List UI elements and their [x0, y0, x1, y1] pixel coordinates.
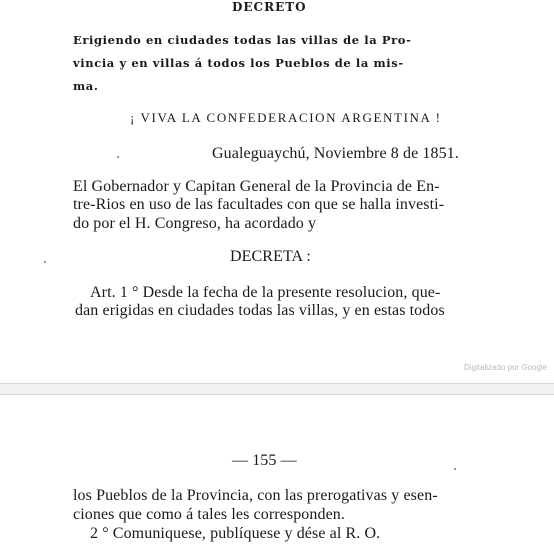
subtitle-line-3: ma.: [73, 79, 99, 93]
article-line-2: dan erigidas en ciudades todas las villas, y en estas todos: [75, 302, 445, 319]
google-watermark: Digitalizado por Google: [464, 363, 548, 372]
page-bottom: [0, 395, 554, 554]
page-separator: [0, 383, 554, 395]
place-date: Gualeguaychú, Noviembre 8 de 1851.: [212, 145, 459, 162]
continuation-line-3: 2 ° Comuniquese, publíquese y dése al R. O.: [90, 525, 381, 542]
decreta-heading: DECRETA :: [230, 248, 311, 265]
continuation-line-1: los Pueblos de la Provincia, con las prerogativas y esen-: [73, 487, 438, 504]
subtitle-line-2: vincia y en villas á todos los Pueblos de la mis-: [73, 56, 404, 70]
subtitle-line-1: Erigiendo en ciudades todas las villas de la Pro-: [73, 33, 412, 47]
decree-heading: DECRETO: [232, 0, 307, 14]
speck: [454, 468, 456, 470]
paragraph-line-2: tre-Rios en uso de las facultades con que se halla investi-: [73, 196, 445, 213]
page-number: — 155 —: [232, 452, 297, 469]
speck: [44, 261, 46, 263]
speck: [117, 156, 119, 158]
paragraph-line-3: do por el H. Congreso, ha acordado y: [73, 215, 317, 232]
article-line-1: Art. 1 ° Desde la fecha de la presente resolucion, que-: [90, 284, 441, 301]
continuation-line-2: ciones que como á tales les corresponden.: [73, 506, 346, 523]
viva-line: ¡ VIVA LA CONFEDERACION ARGENTINA !: [130, 110, 442, 125]
paragraph-line-1: El Gobernador y Capitan General de la Provincia de En-: [73, 178, 440, 195]
